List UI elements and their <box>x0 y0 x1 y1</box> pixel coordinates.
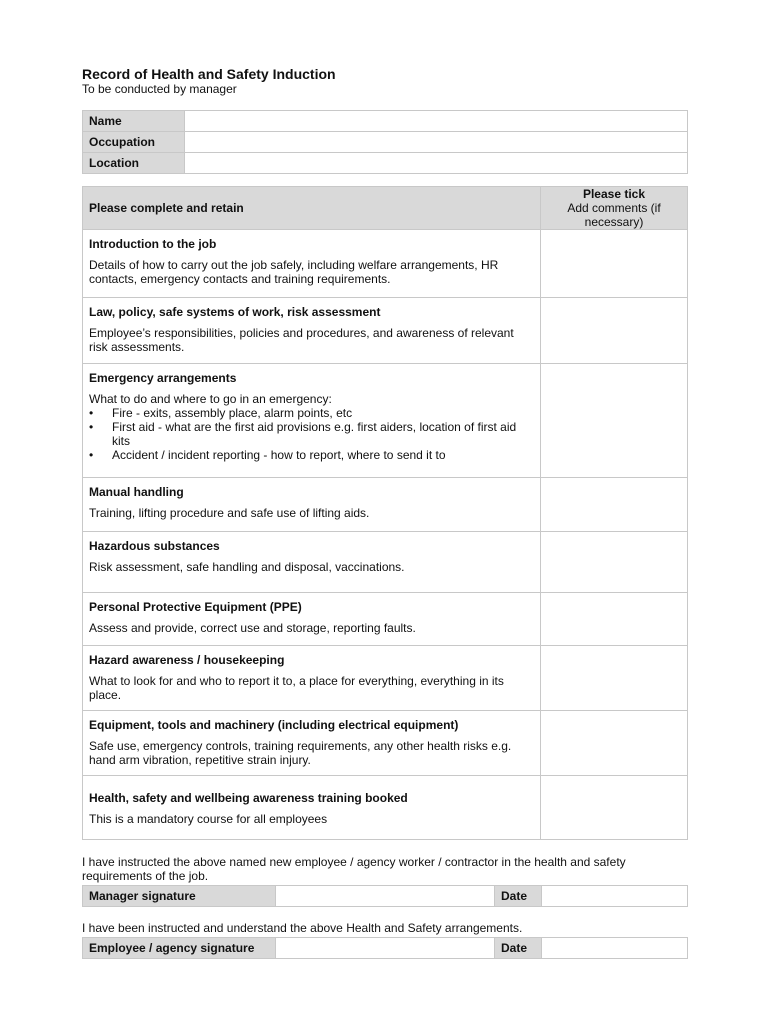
checklist-row <box>83 230 688 298</box>
employee-signature-table <box>82 937 688 959</box>
checklist-header-right <box>541 187 688 230</box>
checklist-item <box>83 298 541 364</box>
employee-signature-field[interactable] <box>276 938 495 959</box>
tick-comment-cell[interactable] <box>541 230 688 298</box>
section-title: Hazard awareness / housekeeping <box>89 653 285 667</box>
checklist-item <box>83 532 541 593</box>
tick-comment-cell[interactable] <box>541 532 688 593</box>
section-title: Health, safety and wellbeing awareness training booked <box>89 791 408 805</box>
tick-comment-cell[interactable] <box>541 711 688 776</box>
info-row-occupation <box>83 132 688 153</box>
section-title: Manual handling <box>89 485 184 499</box>
tick-comment-cell[interactable] <box>541 478 688 532</box>
name-label: Name <box>83 111 185 132</box>
checklist-row <box>83 646 688 711</box>
employee-statement: I have been instructed and understand the above Health and Safety arrangements. <box>82 921 523 935</box>
section-title: Introduction to the job <box>89 237 217 251</box>
location-label: Location <box>83 153 185 174</box>
section-text: Safe use, emergency controls, training requirements, any other health risks e.g. hand arm vibration, repetitive strain injury. <box>89 739 512 767</box>
checklist-item <box>83 478 541 532</box>
manager-signature-field[interactable] <box>276 886 495 907</box>
tick-comment-cell[interactable] <box>541 646 688 711</box>
section-title: Equipment, tools and machinery (including electrical equipment) <box>89 718 459 732</box>
checklist-item <box>83 776 541 840</box>
induction-checklist-table <box>82 186 688 840</box>
checklist-item <box>83 646 541 711</box>
employee-info-table <box>82 110 688 174</box>
tick-comment-cell[interactable] <box>541 593 688 646</box>
section-text: What to look for and who to report it to, a place for everything, everything in its place. <box>89 674 504 702</box>
section-text: Training, lifting procedure and safe use of lifting aids. <box>89 506 370 520</box>
manager-signature-label: Manager signature <box>83 886 276 907</box>
section-text: What to do and where to go in an emergency: <box>89 392 332 406</box>
tick-comment-cell[interactable] <box>541 776 688 840</box>
location-field[interactable] <box>185 153 688 174</box>
info-row-name <box>83 111 688 132</box>
add-comments-label: Add comments (if necessary) <box>567 201 661 229</box>
checklist-row <box>83 298 688 364</box>
occupation-field[interactable] <box>185 132 688 153</box>
occupation-label: Occupation <box>83 132 185 153</box>
checklist-row <box>83 776 688 840</box>
bullet-list <box>89 406 534 462</box>
checklist-row <box>83 711 688 776</box>
manager-date-label: Date <box>495 886 542 907</box>
section-text: Details of how to carry out the job safely, including welfare arrangements, HR contacts, emergency contacts and training requirements. <box>89 258 499 286</box>
section-title: Personal Protective Equipment (PPE) <box>89 600 302 614</box>
checklist-item <box>83 593 541 646</box>
checklist-row <box>83 532 688 593</box>
checklist-row <box>83 364 688 478</box>
section-text: Assess and provide, correct use and storage, reporting faults. <box>89 621 416 635</box>
page-title: Record of Health and Safety Induction <box>82 66 336 82</box>
bullet-item: • Fire - exits, assembly place, alarm points, etc <box>89 406 534 420</box>
bullet-item: • Accident / incident reporting - how to report, where to send it to <box>89 448 534 462</box>
employee-date-field[interactable] <box>542 938 688 959</box>
checklist-row <box>83 593 688 646</box>
section-title: Law, policy, safe systems of work, risk assessment <box>89 305 381 319</box>
section-title: Emergency arrangements <box>89 371 237 385</box>
name-field[interactable] <box>185 111 688 132</box>
manager-date-field[interactable] <box>542 886 688 907</box>
employee-date-label: Date <box>495 938 542 959</box>
please-tick-label: Please tick <box>582 187 646 201</box>
tick-comment-cell[interactable] <box>541 364 688 478</box>
employee-signature-label: Employee / agency signature <box>83 938 276 959</box>
page-subtitle: To be conducted by manager <box>82 82 237 96</box>
section-title: Hazardous substances <box>89 539 220 553</box>
checklist-item <box>83 364 541 478</box>
section-text: Employee’s responsibilities, policies and procedures, and awareness of relevant risk assessments. <box>89 326 514 354</box>
checklist-header-left: Please complete and retain <box>83 187 541 230</box>
checklist-header-row <box>83 187 688 230</box>
checklist-item <box>83 711 541 776</box>
manager-signature-table <box>82 885 688 907</box>
bullet-item: • First aid - what are the first aid provisions e.g. first aiders, location of first aid kits <box>89 420 534 448</box>
checklist-item <box>83 230 541 298</box>
tick-comment-cell[interactable] <box>541 298 688 364</box>
section-text: This is a mandatory course for all employees <box>89 812 328 826</box>
manager-statement: I have instructed the above named new employee / agency worker / contractor in the health and safety requirements of the job. <box>82 855 626 883</box>
checklist-row <box>83 478 688 532</box>
info-row-location <box>83 153 688 174</box>
section-text: Risk assessment, safe handling and disposal, vaccinations. <box>89 560 405 574</box>
